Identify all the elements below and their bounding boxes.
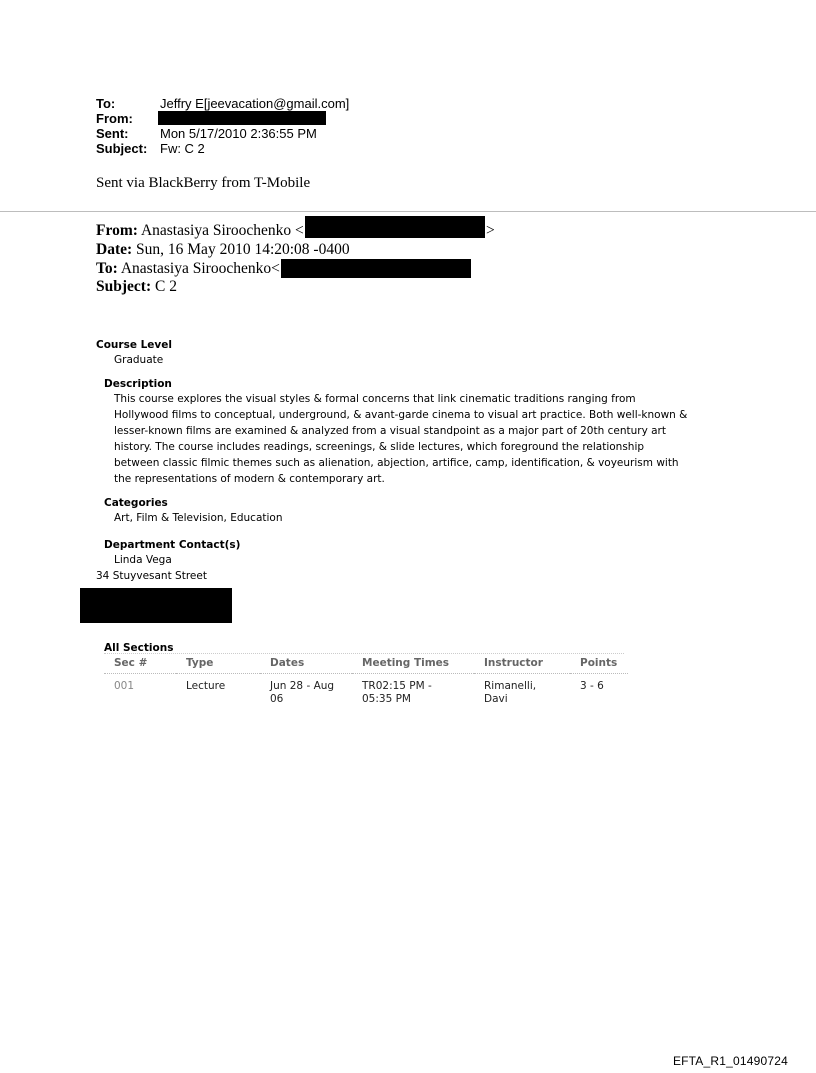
sent-value: Mon 5/17/2010 2:36:55 PM — [160, 126, 317, 141]
subject-value: Fw: C 2 — [160, 141, 205, 156]
cell-points: 3 - 6 — [580, 680, 604, 692]
col-meeting-times: Meeting Times — [352, 655, 474, 674]
cell-dates — [260, 674, 352, 707]
col-sec: Sec # — [104, 655, 176, 674]
description-body — [114, 391, 714, 487]
all-sections-heading: All Sections — [104, 642, 174, 654]
forwarded-subject-row — [96, 278, 177, 296]
description-line: This course explores the visual styles & formal concerns that link cinematic traditions ranging from — [114, 393, 636, 405]
email-subject-row — [96, 142, 205, 156]
forwarded-from-row — [96, 222, 304, 240]
forwarded-date-row — [96, 241, 350, 259]
email-to-row — [96, 97, 349, 111]
fw-date-value: Sun, 16 May 2010 14:20:08 -0400 — [136, 241, 350, 258]
sent-label: Sent: — [96, 126, 129, 141]
fw-to-label: To: — [96, 260, 118, 277]
col-points: Points — [570, 655, 628, 674]
sections-divider — [104, 653, 624, 654]
header-divider — [0, 211, 816, 212]
times-line: 05:35 PM — [362, 693, 411, 705]
cell-meeting-times — [352, 674, 474, 707]
contact-heading: Department Contact(s) — [104, 539, 241, 551]
cell-sec: 001 — [114, 680, 135, 692]
categories-value: Art, Film & Television, Education — [114, 512, 283, 524]
description-line: history. The course includes readings, screenings, & slide lectures, which foreground the relationship — [114, 441, 645, 453]
description-line: lesser-known films are examined & analyzed from a visual standpoint as a major part of 20th century art — [114, 425, 666, 437]
col-dates: Dates — [260, 655, 352, 674]
description-heading: Description — [104, 378, 172, 390]
redaction-box — [281, 259, 471, 278]
subject-label: Subject: — [96, 141, 148, 156]
to-value: Jeffry E[jeevacation@gmail.com] — [160, 96, 350, 111]
fw-from-label: From: — [96, 222, 138, 239]
times-line: TR02:15 PM - — [362, 680, 432, 692]
course-level-value: Graduate — [114, 354, 164, 366]
forwarded-to-row — [96, 260, 280, 278]
categories-heading: Categories — [104, 497, 168, 509]
cell-type: Lecture — [186, 680, 226, 692]
description-line: between classic filmic themes such as alienation, abjection, artifice, camp, identification, & voyeurism with — [114, 457, 679, 469]
document-id: EFTA_R1_01490724 — [672, 1054, 788, 1068]
table-row — [104, 674, 628, 707]
instructor-line: Davi — [484, 693, 508, 705]
fw-from-close: > — [486, 222, 495, 239]
fw-from-value: Anastasiya Siroochenko < — [140, 222, 304, 239]
col-instructor: Instructor — [474, 655, 570, 674]
redaction-box — [305, 216, 485, 238]
contact-name: Linda Vega — [114, 554, 172, 566]
email-sent-row — [96, 127, 317, 141]
description-line: Hollywood films to conceptual, underground, & avant-garde cinema to visual art practice. Both well-known & — [114, 409, 688, 421]
redaction-box — [158, 111, 326, 125]
description-line: the representations of modern & contemporary art. — [114, 473, 385, 485]
sent-via-text: Sent via BlackBerry from T-Mobile — [96, 175, 311, 191]
email-from-row — [96, 112, 160, 126]
instructor-line: Rimanelli, — [484, 680, 537, 692]
dates-line: Jun 28 - Aug — [270, 680, 335, 692]
fw-subject-value: C 2 — [154, 278, 177, 295]
course-level-heading: Course Level — [96, 339, 172, 351]
fw-date-label: Date: — [96, 241, 133, 258]
fw-to-value: Anastasiya Siroochenko< — [120, 260, 280, 277]
from-label: From: — [96, 111, 133, 126]
col-type: Type — [176, 655, 260, 674]
to-label: To: — [96, 96, 116, 111]
cell-instructor — [474, 674, 570, 707]
sections-header-row — [104, 655, 628, 674]
fw-subject-label: Subject: — [96, 278, 152, 295]
contact-address: 34 Stuyvesant Street — [96, 570, 207, 582]
redaction-box — [80, 588, 232, 623]
dates-line: 06 — [270, 693, 284, 705]
sections-table — [104, 655, 628, 706]
